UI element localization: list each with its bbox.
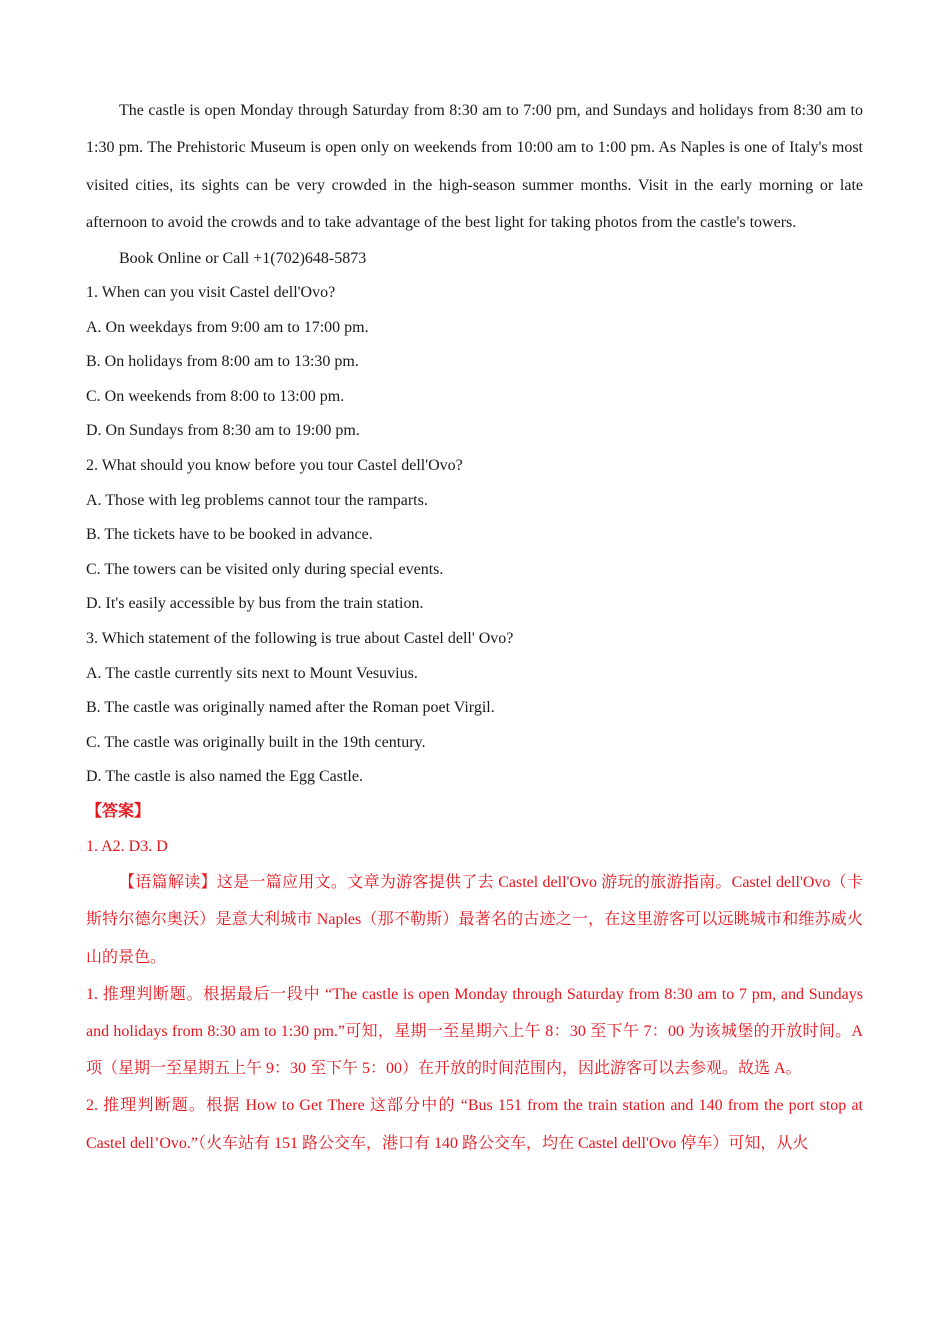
document-content [86, 92, 863, 1162]
question-3-option-b: B. The castle was originally named after the Roman poet Virgil. [86, 699, 495, 717]
question-1-option-c: C. On weekends from 8:00 to 13:00 pm. [86, 387, 345, 405]
question-2-option-d: D. It's easily accessible by bus from the train station. [86, 595, 424, 613]
answer-heading: 【答案】 [86, 802, 151, 820]
passage-paragraph: The castle is open Monday through Saturday from 8:30 am to 7:00 pm, and Sundays and holidays from 8:30 am to 1:30 pm. The Prehistoric Museum is open only on weekends from 10:00 am to 1:00 pm. As Naples is one of Italy's most visited cities, its sights can be very crowded in the high-season summer months. Visit in the early morning or late afternoon to avoid the crowds and to take advantage of the best light for taking photos from the castle's towers. [86, 102, 863, 232]
question-2-stem: 2. What should you know before you tour Castel dell'Ovo? [86, 457, 463, 474]
answers-line: 1. A2. D3. D [86, 837, 168, 855]
question-2-option-b: B. The tickets have to be booked in advance. [86, 526, 373, 544]
question-2-option-c: C. The towers can be visited only during special events. [86, 560, 444, 578]
question-3-stem: 3. Which statement of the following is true about Castel dell' Ovo? [86, 629, 514, 647]
question-3-option-d: D. The castle is also named the Egg Castle. [86, 768, 363, 786]
question-3-option-a: A. The castle currently sits next to Mount Vesuvius. [86, 664, 418, 682]
question-1-option-b: B. On holidays from 8:00 am to 13:30 pm. [86, 353, 359, 371]
reading-intro: 【语篇解读】这是一篇应用文。文章为游客提供了去 Castel dell'Ovo 游玩的旅游指南。Castel dell'Ovo（卡斯特尔德尔奥沃）是意大利城市 Naples（那不勒斯）最著名的古迹之一，在这里游客可以远眺城市和维苏威火山的景色。 [86, 874, 863, 966]
question-2-option-a: A. Those with leg problems cannot tour the ramparts. [86, 491, 428, 509]
explanation-1: 1. 推理判断题。根据最后一段中 “The castle is open Monday through Saturday from 8:30 am to 7 pm, and Sundays and holidays from 8:30 am to 1:30 pm.”可知，星期一至星期六上午 8：30 至下午 7：00 为该城堡的开放时间。A 项（星期一至星期五上午 9：30 至下午 5：00）在开放的时间范围内，因此游客可以去参观。故选 A。 [86, 985, 863, 1078]
question-3-option-c: C. The castle was originally built in the 19th century. [86, 733, 426, 751]
question-1-option-a: A. On weekdays from 9:00 am to 17:00 pm. [86, 318, 369, 336]
explanation-2: 2. 推理判断题。根据 How to Get There 这部分中的 “Bus 151 from the train station and 140 from the port stop at Castel dell’Ovo.”（火车站有 151 路公交车，港口有 140 路公交车，均在 Castel dell'Ovo 停车）可知，从火 [86, 1097, 863, 1152]
booking-line: Book Online or Call +1(702)648-5873 [119, 249, 367, 267]
question-1-stem: 1. When can you visit Castel dell'Ovo? [86, 284, 336, 302]
question-1-option-d: D. On Sundays from 8:30 am to 19:00 pm. [86, 422, 360, 440]
